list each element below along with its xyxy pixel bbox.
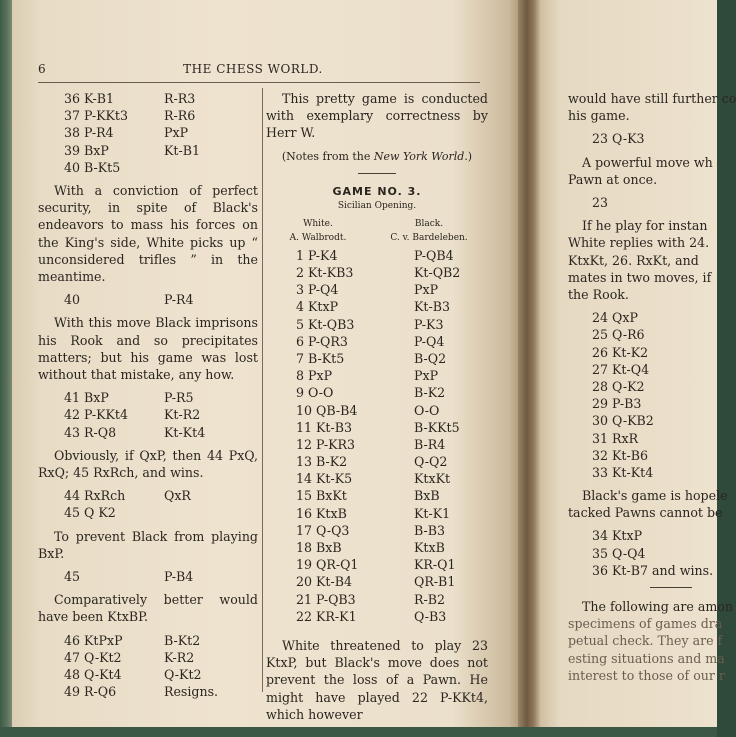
black-move — [164, 159, 258, 176]
black-move: K-R2 — [164, 649, 195, 665]
white-move: 44 RxRch — [64, 488, 126, 504]
white-move: 3 P-Q4 — [296, 282, 339, 298]
move-row: 26 Kt-K2 — [592, 344, 649, 360]
player-names — [266, 233, 488, 244]
white-move: 19 QR-Q1 — [296, 557, 359, 573]
black-move: Kt-R2 — [164, 407, 201, 423]
annotation-paragraph: Obviously, if QxP, then 44 PxQ, RxQ; 45 RxRch, and wins. — [38, 447, 258, 480]
black-move: R-R3 — [164, 91, 196, 106]
move-row — [38, 649, 258, 666]
move-row: 34 KtxP — [592, 528, 643, 544]
white-move: 18 BxB — [296, 540, 342, 555]
move-row: 32 Kt-B6 — [592, 447, 649, 463]
player-labels — [266, 219, 488, 230]
move-row — [38, 683, 258, 700]
move-row: 28 Q-K2 — [592, 378, 645, 394]
annotation-paragraph: With this move Black imprisons his Rook and so precipitates matters; but his game was lost without that mistake, any how. — [38, 315, 258, 382]
move-row — [38, 107, 258, 124]
move-row: 33 Kt-Kt4 — [592, 464, 654, 480]
white-move: 43 R-Q8 — [64, 424, 117, 440]
white-move: 47 Q-Kt2 — [64, 649, 122, 665]
white-label: White. — [303, 218, 333, 229]
black-move: Kt-K1 — [414, 505, 451, 521]
running-head: THE CHESS WORLD. — [183, 62, 323, 76]
black-move: P-QB4 — [414, 247, 454, 263]
black-move: Q-Q2 — [414, 454, 448, 470]
annotation-paragraph: With a conviction of perfect security, in spite of Black's endeavors to mass his forces on the King's side, White picks up “ unconsidered trifles ” in the meantime. — [38, 182, 258, 284]
text-line: petual check. They are f — [568, 633, 723, 649]
text-line: specimens of games dra — [568, 616, 723, 632]
move-row — [38, 632, 258, 649]
text-line: mates in two moves, if — [568, 269, 712, 285]
move-row — [266, 556, 488, 573]
black-move: P-B4 — [164, 568, 194, 584]
white-move: 5 Kt-QB3 — [296, 316, 355, 332]
move-list — [568, 309, 728, 481]
white-move: 42 P-KKt4 — [64, 407, 128, 423]
page-number: 6 — [38, 62, 46, 76]
white-move: 39 BxP — [64, 142, 109, 158]
black-move: P-Q4 — [414, 333, 445, 349]
move-row — [266, 402, 488, 419]
page-header — [26, 62, 480, 78]
white-move: 10 QB-B4 — [296, 402, 358, 418]
white-move: 13 B-K2 — [296, 454, 348, 470]
text-line: interest to those of our r — [568, 667, 725, 683]
header-rule — [38, 82, 480, 83]
black-move: P-R4 — [164, 292, 194, 308]
white-move: 21 P-QB3 — [296, 591, 356, 607]
game-move-list — [266, 247, 488, 625]
move-row: 29 P-B3 — [592, 396, 642, 412]
black-move: Kt-B1 — [164, 142, 200, 158]
book-bottom-edge — [0, 727, 717, 737]
notes-source: (Notes from the New York World.) — [281, 149, 473, 163]
black-move: PxP — [414, 282, 439, 298]
move-row — [266, 608, 488, 625]
move-row — [38, 424, 258, 441]
black-move: PxP — [414, 368, 439, 384]
white-move: 15 BxKt — [296, 488, 347, 504]
move-list — [568, 527, 728, 579]
move-row — [266, 247, 488, 264]
black-move: KR-Q1 — [414, 557, 456, 573]
intro-paragraph: This pretty game is conducted with exemplary correctness by Herr W. — [266, 91, 488, 141]
black-move: Q-Kt2 — [164, 666, 202, 682]
move-row — [38, 159, 258, 176]
text-line: KtxKt, 26. RxKt, and — [568, 252, 699, 268]
white-move: 45 Q K2 — [64, 505, 116, 521]
white-move: 49 R-Q6 — [64, 684, 117, 700]
white-move: 46 KtPxP — [64, 632, 123, 648]
white-move: 12 P-KR3 — [296, 436, 355, 452]
move-row — [38, 504, 258, 521]
white-move: 1 P-K4 — [296, 247, 338, 263]
white-move: 9 O-O — [296, 385, 334, 401]
text-line: esting situations and ma — [568, 650, 725, 666]
white-move: 8 PxP — [296, 368, 333, 384]
black-move: Kt-B3 — [414, 299, 450, 315]
move-row — [38, 142, 258, 159]
game-title: GAME NO. 3. — [332, 184, 422, 198]
black-move: B-KKt5 — [414, 419, 460, 435]
move-row: 30 Q-KB2 — [592, 413, 654, 429]
annotation-paragraph: Comparatively better would have been KtxBP. — [38, 592, 258, 625]
middle-column — [266, 90, 488, 723]
move-row — [38, 487, 258, 504]
black-player: C. v. Bardeleben. — [390, 232, 468, 243]
move-list — [38, 632, 258, 701]
move-row — [266, 470, 488, 487]
text-line: White replies with 24. — [568, 235, 710, 251]
black-label: Black. — [414, 218, 444, 229]
move-row — [38, 124, 258, 141]
text-line: If he play for instan — [582, 218, 708, 234]
text-line: Black's game is hopele — [582, 488, 728, 504]
black-move: Kt-Kt4 — [164, 424, 206, 440]
right-column — [568, 90, 736, 684]
move-row — [266, 264, 488, 281]
move-row — [38, 406, 258, 423]
white-move: 22 KR-K1 — [296, 608, 357, 624]
move-row — [266, 298, 488, 315]
move-row — [266, 505, 488, 522]
black-move: PxP — [164, 125, 189, 141]
white-move: 11 Kt-B3 — [296, 419, 353, 435]
text-line: The following are amon — [582, 599, 733, 615]
text-line: Pawn at once. — [568, 171, 658, 187]
black-move: B-Q2 — [414, 350, 447, 366]
black-move: BxB — [414, 488, 440, 504]
move-row — [266, 436, 488, 453]
black-move — [164, 504, 258, 521]
white-move: 14 Kt-K5 — [296, 471, 353, 487]
move-row: 23 — [592, 195, 609, 210]
move-row — [38, 666, 258, 683]
text-line: would have still further co — [568, 91, 736, 106]
white-move: 40 B-Kt5 — [64, 159, 121, 175]
move-row — [38, 90, 258, 107]
move-row — [266, 281, 488, 298]
column-divider — [262, 88, 263, 692]
left-column — [38, 90, 258, 700]
move-row — [38, 291, 258, 308]
black-move: B-R4 — [414, 436, 446, 452]
newspaper-name: New York World — [373, 149, 465, 163]
move-row — [266, 384, 488, 401]
move-list — [38, 487, 258, 521]
white-move: 17 Q-Q3 — [296, 522, 350, 538]
white-move: 38 P-R4 — [64, 125, 114, 141]
white-move: 36 K-B1 — [64, 91, 115, 106]
black-move: QxR — [164, 488, 191, 504]
move-row — [266, 350, 488, 367]
black-move: Resigns. — [164, 684, 219, 700]
white-move: 7 B-Kt5 — [296, 350, 345, 366]
move-row: 24 QxP — [592, 310, 638, 326]
black-move: R-R6 — [164, 108, 196, 124]
black-move: R-B2 — [414, 591, 446, 607]
move-row — [266, 591, 488, 608]
black-move: O-O — [414, 402, 440, 418]
white-move: 20 Kt-B4 — [296, 574, 353, 590]
black-move: Kt-QB2 — [414, 265, 461, 280]
white-player: A. Walbrodt. — [289, 232, 347, 243]
white-move: 40 — [64, 292, 81, 308]
move-row — [266, 522, 488, 539]
move-row: 36 Kt-B7 and wins. — [592, 562, 714, 578]
white-move: 37 P-KKt3 — [64, 108, 128, 124]
move-row: 27 Kt-Q4 — [592, 361, 650, 377]
move-row: 35 Q-Q4 — [592, 545, 646, 561]
white-move: 45 — [64, 568, 81, 584]
move-row — [266, 316, 488, 333]
opening-name: Sicilian Opening. — [337, 200, 417, 211]
move-row — [266, 453, 488, 470]
section-rule — [650, 587, 692, 588]
move-list — [38, 90, 258, 176]
black-move: QR-B1 — [414, 574, 456, 590]
section-rule — [358, 173, 396, 174]
white-move: 4 KtxP — [296, 299, 339, 315]
white-move: 6 P-QR3 — [296, 333, 348, 349]
black-move: KtxB — [414, 540, 445, 555]
annotation-paragraph: To prevent Black from playing BxP. — [38, 528, 258, 561]
move-row: 25 Q-R6 — [592, 327, 645, 343]
book-gutter — [518, 0, 540, 737]
move-row — [266, 487, 488, 504]
move-row — [38, 389, 258, 406]
move-row: 31 RxR — [592, 430, 639, 446]
white-move: 16 KtxB — [296, 505, 347, 521]
black-move: Q-B3 — [414, 608, 447, 624]
text-line: the Rook. — [568, 287, 629, 302]
move-row — [266, 539, 488, 556]
annotation-paragraph: White threatened to play 23 KtxP, but Black's move does not prevent the loss of a Pawn. He might have played 22 P-KKt4, which however — [266, 637, 488, 722]
black-move: B-Kt2 — [164, 632, 201, 648]
black-move: B-B3 — [414, 522, 446, 538]
move-list — [38, 389, 258, 441]
white-move: 2 Kt-KB3 — [296, 265, 354, 280]
move-row — [266, 367, 488, 384]
white-move: 41 BxP — [64, 390, 109, 406]
white-move: 48 Q-Kt4 — [64, 666, 122, 682]
move-row — [266, 419, 488, 436]
move-row — [266, 573, 488, 590]
text-line: tacked Pawns cannot be — [568, 505, 723, 521]
black-move: P-K3 — [414, 316, 444, 332]
move-row — [38, 568, 258, 585]
black-move: KtxKt — [414, 471, 451, 487]
black-move: P-R5 — [164, 390, 194, 406]
text-line: A powerful move wh — [582, 154, 713, 170]
book-cover-edge — [0, 0, 12, 737]
move-row: 23 Q-K3 — [592, 131, 645, 147]
move-row — [266, 333, 488, 350]
black-move: B-K2 — [414, 385, 446, 401]
text-line: his game. — [568, 108, 630, 124]
